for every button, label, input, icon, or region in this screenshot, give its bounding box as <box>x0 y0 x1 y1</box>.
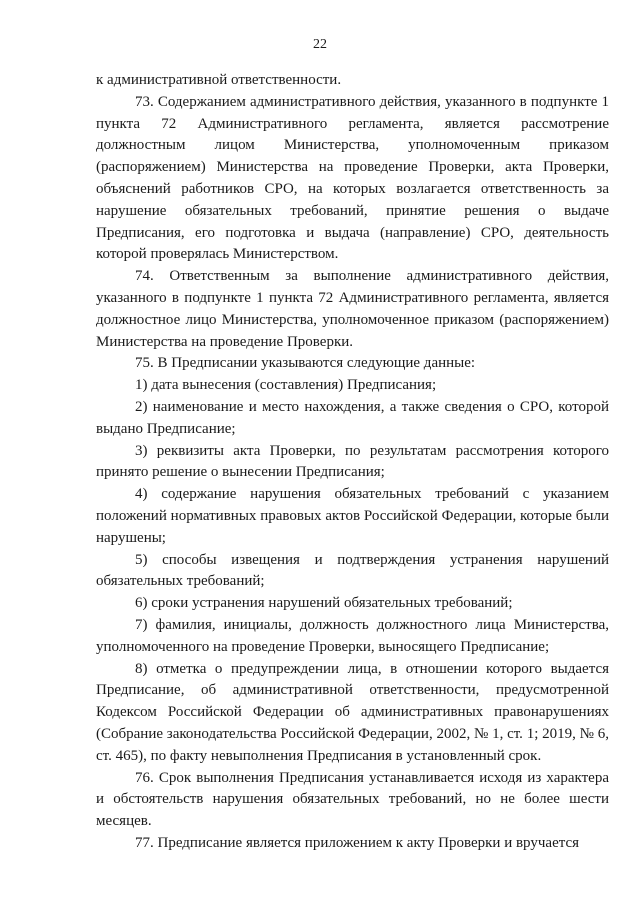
list-item-7: 7) фамилия, инициалы, должность должностного лица Министерства, уполномоченного на проведение Проверки, выносящего Предписание; <box>96 616 609 655</box>
paragraph-73: 73. Содержанием административного действия, указанного в подпункте 1 пункта 72 Административного регламента, является рассмотрение должностным лицом Министерства, уполномоченным приказом (распоряжением) Министерства на проведение Проверки, акта Проверки, объяснений работников СРО, на которых возлагается ответственность за нарушение обязательных требований, принятие решения о выдаче Предписания, его подготовка и выдача (направление) СРО, деятельность которой проверялась Министерством. <box>96 93 609 263</box>
paragraph-76: 76. Срок выполнения Предписания устанавливается исходя из характера и обстоятельств нарушения обязательных требований, но не более шести месяцев. <box>96 769 609 830</box>
list-item-3: 3) реквизиты акта Проверки, по результатам рассмотрения которого принято решение о вынесении Предписания; <box>96 442 609 481</box>
list-item-4: 4) содержание нарушения обязательных требований с указанием положений нормативных правовых актов Российской Федерации, которые были нарушены; <box>96 486 609 546</box>
list-item-6: 6) сроки устранения нарушений обязательных требований; <box>135 595 513 612</box>
list-item-2: 2) наименование и место нахождения, а также сведения о СРО, которой выдано Предписание; <box>96 398 609 437</box>
paragraph-77: 77. Предписание является приложением к акту Проверки и вручается <box>135 834 580 851</box>
paragraph-74: 74. Ответственным за выполнение административного действия, указанного в подпункте 1 пункта 72 Административного регламента, является должностное лицо Министерства, уполномоченное приказом (распоряжением) Министерства на проведение Проверки. <box>96 268 609 350</box>
list-item-8: 8) отметка о предупреждении лица, в отношении которого выдается Предписание, об административной ответственности, предусмотренной Кодексом Российской Федерации об административных правонарушениях (Собрание законодательства Российской Федерации, 2002, № 1, ст. 1; 2019, № 6, ст. 465), по факту невыполнения Предписания в установленный срок. <box>96 660 609 764</box>
paragraph-75: 75. В Предписании указываются следующие данные: <box>135 355 476 372</box>
list-item-1: 1) дата вынесения (составления) Предписания; <box>135 377 437 394</box>
paragraph-continuation: к административной ответственности. <box>96 72 342 88</box>
list-item-5: 5) способы извещения и подтверждения устранения нарушений обязательных требований; <box>96 551 609 590</box>
document-body <box>96 70 609 855</box>
page-number: 22 <box>313 37 327 52</box>
